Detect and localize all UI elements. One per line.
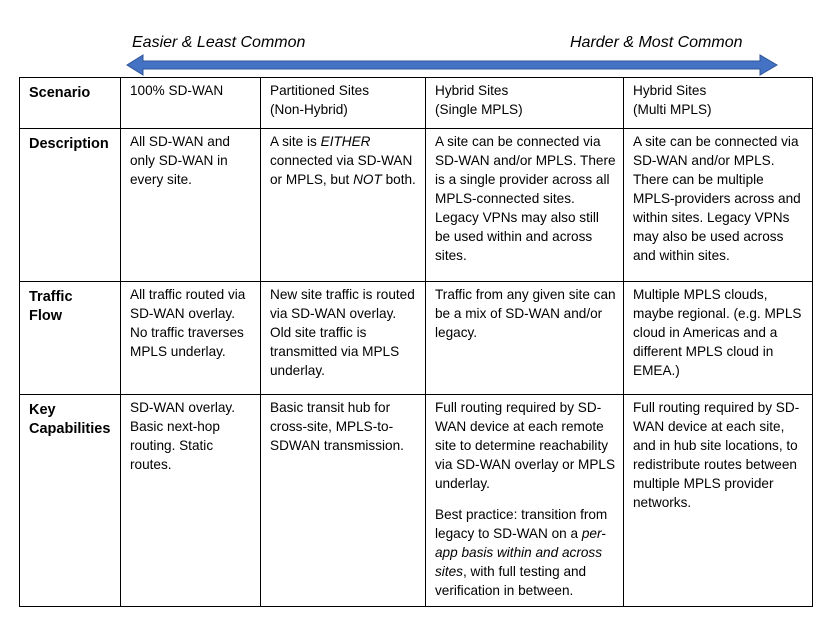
harder-most-common-label: Harder & Most Common bbox=[570, 34, 743, 51]
easier-least-common-label: Easier & Least Common bbox=[132, 34, 306, 51]
cell-traffic-100-sdwan: All traffic routed via SD-WAN overlay. No traffic traverses MPLS underlay. bbox=[121, 282, 261, 395]
row-header-key-capabilities bbox=[20, 395, 121, 607]
emphasis-either: EITHER bbox=[320, 134, 371, 149]
cell-traffic-hybrid-multi: Multiple MPLS clouds, maybe regional. (e.g. MPLS cloud in Americas and a different MPLS cloud in EMEA.) bbox=[624, 282, 813, 395]
cell-line: (Single MPLS) bbox=[435, 102, 523, 117]
cell-line: Hybrid Sites bbox=[633, 83, 707, 98]
row-header-line: Capabilities bbox=[29, 421, 111, 437]
cell-scenario-100-sdwan: 100% SD-WAN bbox=[121, 78, 261, 129]
arrow-shape bbox=[127, 55, 777, 75]
best-practice-paragraph bbox=[435, 505, 617, 600]
cell-capabilities-hybrid-single bbox=[426, 395, 624, 607]
row-header-line: Key bbox=[29, 402, 56, 418]
text-run: both. bbox=[381, 172, 416, 187]
cell-scenario-hybrid-multi bbox=[624, 78, 813, 129]
cell-description-partitioned bbox=[261, 129, 426, 282]
double-arrow-icon bbox=[0, 0, 829, 80]
cell-traffic-partitioned: New site traffic is routed via SD-WAN overlay. Old site traffic is transmitted via MPLS underlay. bbox=[261, 282, 426, 395]
emphasis-per-app: per-app basis within and across sites bbox=[435, 526, 606, 579]
cell-line: Partitioned Sites bbox=[270, 83, 369, 98]
cell-line: Hybrid Sites bbox=[435, 83, 509, 98]
table-row-scenario bbox=[20, 78, 813, 129]
cell-capabilities-hybrid-multi: Full routing required by SD-WAN device at each site, and in hub site locations, to redistribute routes between multiple MPLS provider networks. bbox=[624, 395, 813, 607]
emphasis-not: NOT bbox=[353, 172, 382, 187]
row-header-line: Traffic bbox=[29, 289, 73, 305]
row-header-traffic-flow bbox=[20, 282, 121, 395]
table-row-traffic-flow bbox=[20, 282, 813, 395]
row-header-description: Description bbox=[20, 129, 121, 282]
sdwan-scenario-table bbox=[19, 77, 813, 607]
cell-scenario-hybrid-single bbox=[426, 78, 624, 129]
cell-description-hybrid-single: A site can be connected via SD-WAN and/or MPLS. There is a single provider across all MPLS-connected sites. Legacy VPNs may also still be used within and across sites. bbox=[426, 129, 624, 282]
table-row-description bbox=[20, 129, 813, 282]
capabilities-paragraph: Full routing required by SD-WAN device at each remote site to determine reachability via SD-WAN overlay or MPLS underlay. bbox=[435, 400, 616, 491]
cell-line: (Non-Hybrid) bbox=[270, 102, 348, 117]
text-run: Best practice: transition from legacy to SD-WAN on a bbox=[435, 507, 608, 541]
cell-line: (Multi MPLS) bbox=[633, 102, 712, 117]
text-run: A site is bbox=[270, 134, 321, 149]
cell-capabilities-100-sdwan: SD-WAN overlay. Basic next-hop routing. Static routes. bbox=[121, 395, 261, 607]
row-header-scenario: Scenario bbox=[20, 78, 121, 129]
cell-capabilities-partitioned: Basic transit hub for cross-site, MPLS-to-SDWAN transmission. bbox=[261, 395, 426, 607]
cell-description-100-sdwan: All SD-WAN and only SD-WAN in every site. bbox=[121, 129, 261, 282]
cell-scenario-partitioned bbox=[261, 78, 426, 129]
row-header-line: Flow bbox=[29, 308, 63, 324]
cell-description-hybrid-multi: A site can be connected via SD-WAN and/or MPLS. There can be multiple MPLS-providers across and within sites. Legacy VPNs may also be used across and within sites. bbox=[624, 129, 813, 282]
text-run: connected via SD-WAN or MPLS, but bbox=[270, 153, 413, 187]
text-run: , with full testing and verification in between. bbox=[435, 564, 587, 598]
cell-traffic-hybrid-single: Traffic from any given site can be a mix of SD-WAN and/or legacy. bbox=[426, 282, 624, 395]
table-row-key-capabilities bbox=[20, 395, 813, 607]
